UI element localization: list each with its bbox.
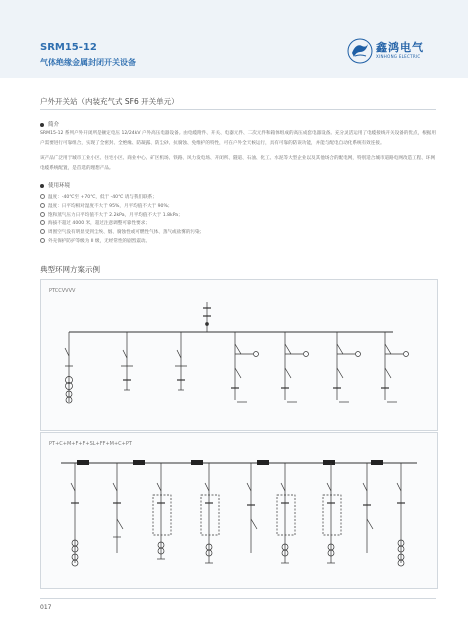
environment-list (40, 194, 436, 247)
product-model: SRM15-12 (40, 42, 97, 53)
single-line-diagram-1 (41, 280, 437, 430)
circle-bullet-icon (40, 212, 45, 217)
bullet-icon (40, 184, 44, 188)
intro-heading-text: 简介 (48, 122, 60, 128)
footer-divider (40, 598, 436, 599)
scheme-diagram-2 (40, 432, 438, 589)
circle-bullet-icon (40, 203, 45, 208)
section-divider (40, 109, 436, 110)
scheme-diagram-1 (40, 279, 438, 431)
product-subtitle: 气体绝缘金属封闭开关设备 (40, 58, 136, 67)
environment-item: 海拔不超过 4000 米，超过注意调整可靠性要求； (40, 220, 436, 229)
environment-heading (40, 181, 70, 189)
scheme-2-label: PT+C+M+F+F+SL+FF+M+C+PT (49, 441, 132, 447)
circle-bullet-icon (40, 238, 45, 243)
environment-item: 温度：-40℃至 +70℃，低于 -40℃ 请与我们联系； (40, 194, 436, 203)
circle-bullet-icon (40, 229, 45, 234)
circle-bullet-icon (40, 220, 45, 225)
brand-mark-icon (346, 37, 374, 65)
page-number: 017 (40, 604, 52, 611)
bullet-icon (40, 123, 44, 127)
single-line-diagram-2 (41, 433, 437, 588)
environment-item: 外壳保护防护等级为 II 级，无经常性的剧烈震动。 (40, 238, 436, 247)
environment-item: 湿度：日平均相对湿度不大于 95%，月平均值不大于 90%； (40, 203, 436, 212)
brand-name-en: XINHONG ELECTRIC (376, 54, 421, 59)
environment-heading-text: 使用环境 (48, 183, 71, 189)
section-title: 户外开关站（内装充气式 SF6 开关单元） (40, 97, 179, 106)
brand-logo (346, 37, 436, 67)
circle-bullet-icon (40, 194, 45, 199)
intro-paragraph-1: SRM15-12 系列户外开闭所是额定电压 12/24kV 户外高压电器设备。由电缆附件、开关、电器元件、二次元件和箱体组成的高压成套电器设备。充分灵活运用了电缆接线开关设备的优点，根据用户需要进行可靠组合，实现了全密封、全绝缘、防凝露、防尘砂、抗腐蚀、免维护的特性，可在户外全天候运行，具有可靠的防误功能，并能与配电自动化系统有效连接。 (40, 131, 436, 146)
scheme-1-label: PTCCVVVV (49, 288, 76, 294)
diagram-section-title: 典型环网方案示例 (40, 265, 100, 274)
environment-item: 饱和蒸气压力日平均值不大于 2.2kPa，月平均值不大于 1.8kPa； (40, 212, 436, 221)
environment-item: 周围空气没有明显受到尘埃、烟、腐蚀性或可燃性气体、蒸气或盐雾的污染； (40, 229, 436, 238)
brand-name-cn: 鑫鸿电气 (376, 41, 424, 54)
intro-heading (40, 120, 59, 128)
intro-paragraph-2: 该产品广泛用于城市工业小区、住宅小区、商业中心、矿区机场、铁路、风力发电场、开闭所、隧道、石油、化工、水泥等大型企业以及其他场合的配电网，特别适合城市道路电网改造工程、环网电缆系统配置，是首选的理想产品。 (40, 156, 436, 171)
